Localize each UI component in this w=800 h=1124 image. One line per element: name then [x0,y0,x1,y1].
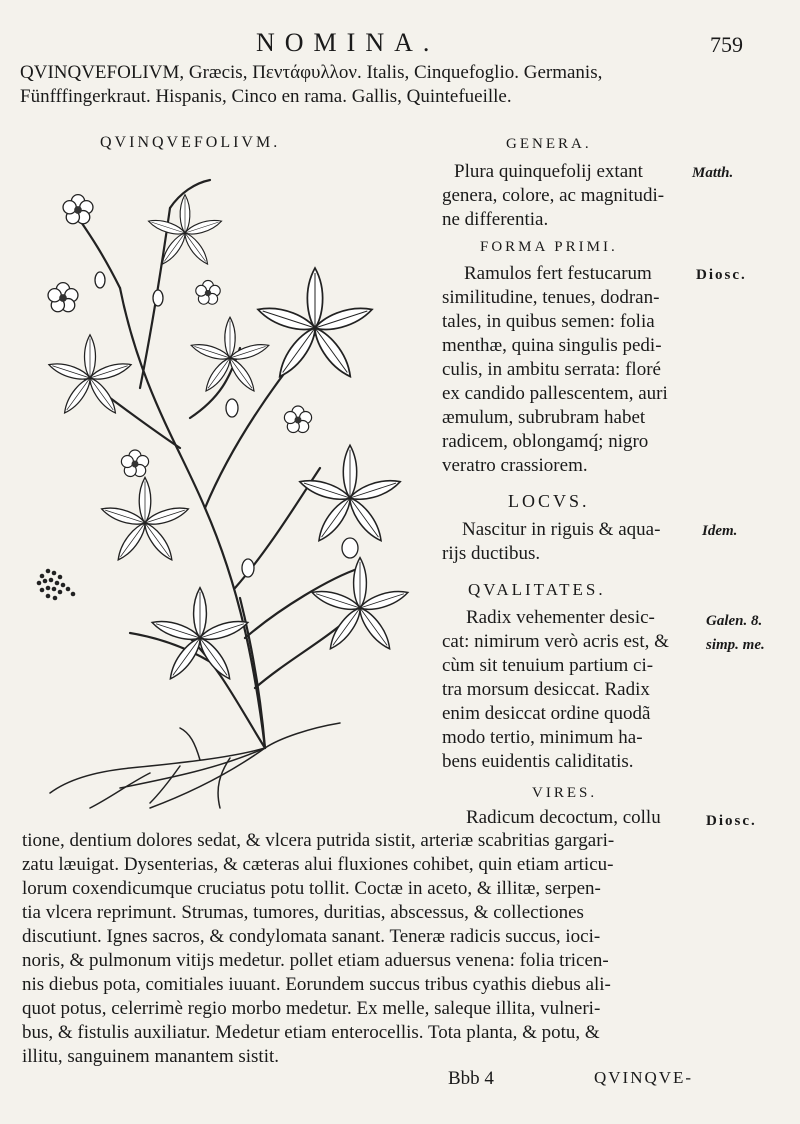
vires-line-8: quot potus, celerrimè regio morbo medetur. Ex melle, saleque illita, vulneri- [22,998,601,1019]
plant-title: QVINQVEFOLIVM. [100,134,281,151]
locus-heading: LOCVS. [508,491,590,511]
forma-line-8: radicem, oblongamq́; nigro [442,431,649,452]
genera-line-1: Plura quinquefolij extant [454,161,643,182]
forma-side-note: Diosc. [696,267,747,283]
forma-line-1: Ramulos fert festucarum [464,263,652,284]
vires-line-1: tione, dentium dolores sedat, & vlcera putrida sistit, arteriæ scabritias gargari- [22,830,615,851]
locus-line-2: rijs ductibus. [442,543,541,564]
cinquefoil-woodcut-illustration [30,168,430,818]
qualitates-side-note-1: Galen. 8. [706,613,763,629]
forma-line-6: ex candido pallescentem, auri [442,383,668,404]
forma-line-9: veratro crassiorem. [442,455,588,476]
genera-side-note: Matth. [692,165,734,181]
forma-heading: FORMA PRIMI. [480,239,618,255]
vires-line-2: zatu læuigat. Dysenterias, & cæteras alui fluxiones cohibet, quin etiam articu- [22,854,614,875]
vires-line-7: nis diebus pota, comitiales iuuant. Eorundem succus tribus cyathis diebus ali- [22,974,611,995]
vires-heading: VIRES. [532,785,598,801]
locus-line-1: Nascitur in riguis & aqua- [462,519,661,540]
vires-line-6: noris, & pulmonum vitijs medetur. pollet etiam aduersus venena: folia tricen- [22,950,609,971]
forma-line-3: tales, in quibus semen: folia [442,311,655,332]
nomina-line-2: Fünfffingerkraut. Hispanis, Cinco en rama. Gallis, Quintefueille. [20,86,512,107]
vires-line-9: bus, & fistulis auxiliatur. Medetur etiam enterocellis. Tota planta, & potu, & [22,1022,600,1043]
qualitates-line-1: Radix vehementer desic- [466,607,655,628]
qualitates-line-3: cùm sit tenuium partium ci- [442,655,654,676]
nomina-line-1: QVINQVEFOLIVM, Græcis, Πεντάφυλλον. Italis, Cinquefoglio. Germanis, [20,62,603,83]
genera-line-3: ne differentia. [442,209,549,230]
running-title: NOMINA. [256,28,440,57]
qualitates-line-5: enim desiccat ordine quodã [442,703,651,724]
vires-first-line: Radicum decoctum, collu [466,807,661,828]
genera-heading: GENERA. [506,136,592,152]
vires-line-10: illitu, sanguinem manantem sistit. [22,1046,280,1067]
vires-line-5: discutiunt. Ignes sacros, & condylomata sanant. Teneræ radicis succus, ioci- [22,926,601,947]
catchword: QVINQVE- [594,1068,694,1087]
forma-line-2: similitudine, tenues, dodran- [442,287,660,308]
vires-line-4: tia vlcera reprimunt. Strumas, tumores, duritias, abscessus, & collectiones [22,902,584,923]
qualitates-line-6: modo tertio, minimum ha- [442,727,643,748]
qualitates-side-note-2: simp. me. [706,637,765,653]
signature-mark: Bbb 4 [448,1068,494,1089]
forma-line-7: æmulum, subrubram habet [442,407,646,428]
page-number: 759 [710,32,743,57]
qualitates-line-7: bens euidentis caliditatis. [442,751,634,772]
locus-side-note: Idem. [702,523,738,539]
vires-line-3: lorum coxendicumque cruciatus potu tollit. Coctæ in aceto, & illitæ, serpen- [22,878,601,899]
qualitates-heading: QVALITATES. [468,580,606,599]
forma-line-5: culis, in ambitu serrata: floré [442,359,661,380]
genera-line-2: genera, colore, ac magnitudi- [442,185,665,206]
qualitates-line-2: cat: nimirum verò acris est, & [442,631,669,652]
forma-line-4: menthæ, quina singulis pedi- [442,335,662,356]
vires-side-note: Diosc. [706,813,757,829]
qualitates-line-4: tra morsum desiccat. Radix [442,679,650,700]
